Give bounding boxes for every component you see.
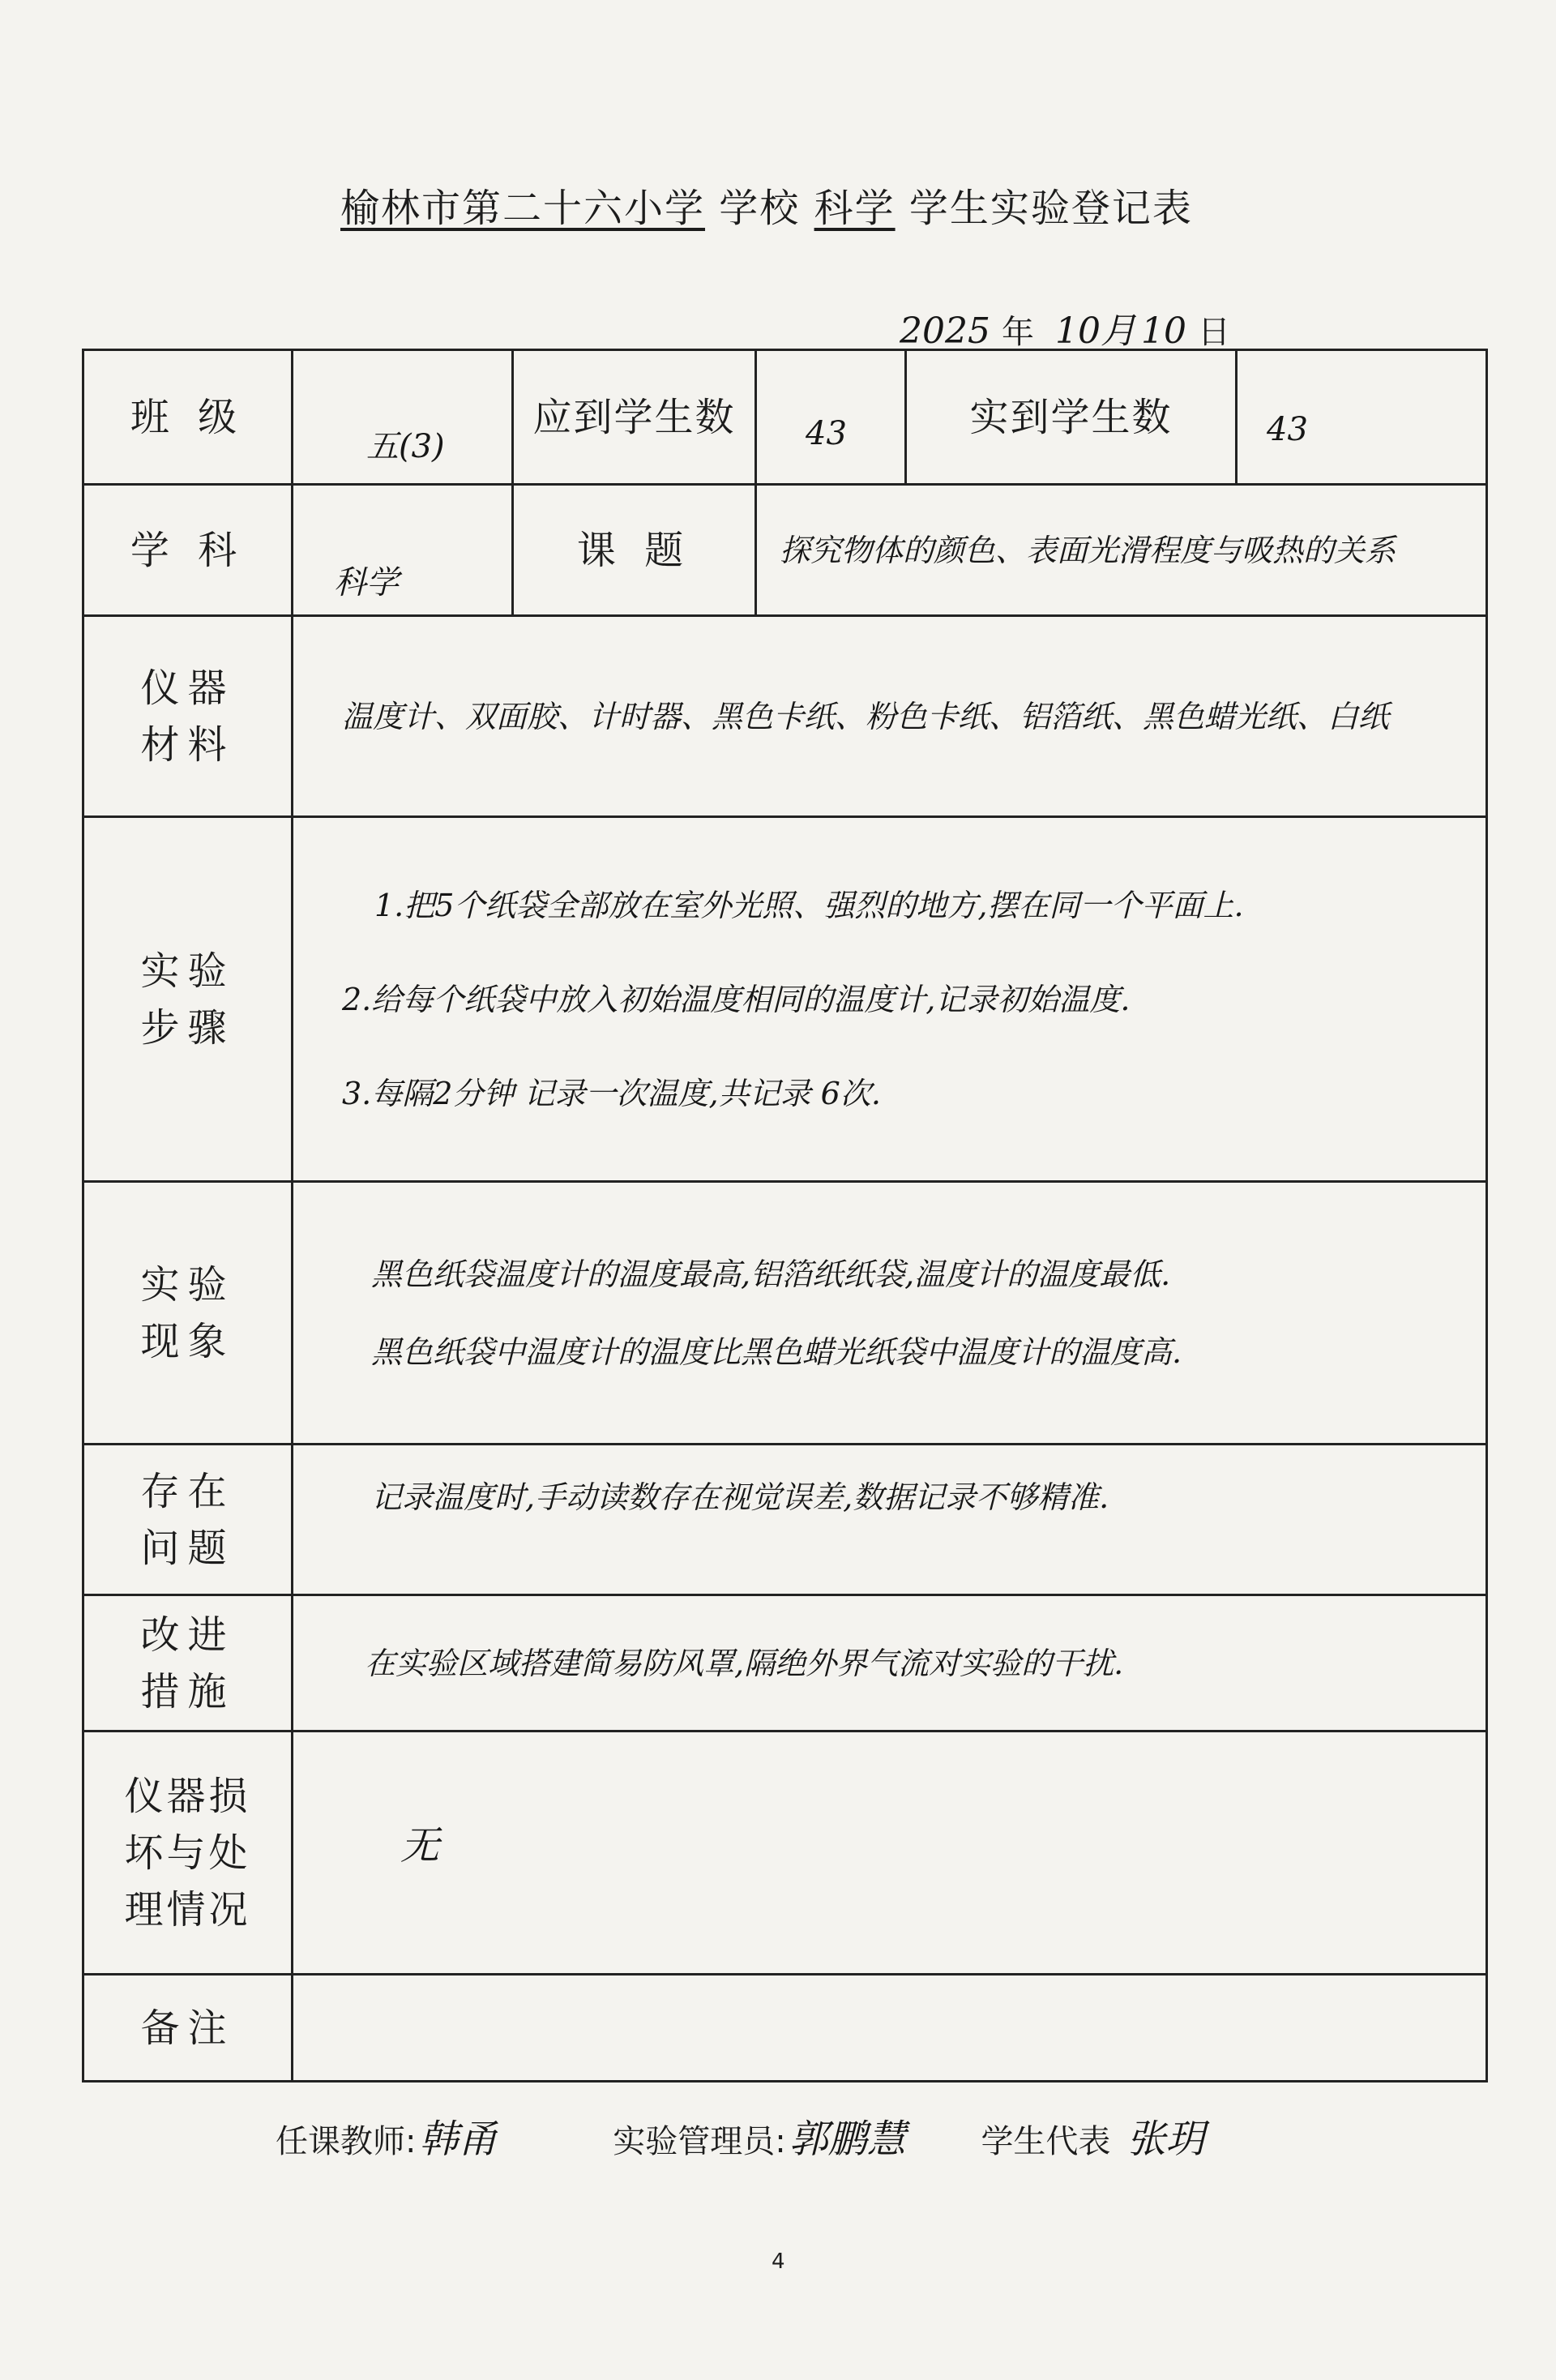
row-phenomena xyxy=(83,1182,1487,1445)
problems-value: 记录温度时,手动读数存在视觉误差,数据记录不够精准. xyxy=(371,1479,1109,1515)
subject-value: 科学 xyxy=(334,564,399,601)
date-year: 2025 xyxy=(900,310,990,352)
topic-cell[interactable] xyxy=(756,485,1487,616)
actual-value: 43 xyxy=(1267,410,1308,448)
improve-label: 改进 措施 xyxy=(83,1595,293,1731)
signature-line xyxy=(276,2108,1451,2164)
materials-label: 仪器 材料 xyxy=(83,616,293,817)
damage-value: 无 xyxy=(400,1823,440,1868)
steps-label: 实验 步骤 xyxy=(83,817,293,1182)
topic-label: 课 题 xyxy=(513,485,756,616)
date-month: 10月 xyxy=(1054,310,1136,352)
date-year-label: 年 xyxy=(1001,314,1034,351)
expected-value: 43 xyxy=(806,414,847,452)
improve-cell[interactable] xyxy=(293,1595,1487,1731)
expected-label: 应到学生数 xyxy=(513,350,756,485)
form-title xyxy=(340,177,1280,233)
phenomenon-item-2: 黑色纸袋中温度计的温度比黑色蜡光纸袋中温度计的温度高. xyxy=(371,1333,1182,1370)
experiment-form-table xyxy=(82,349,1488,2082)
row-materials xyxy=(83,616,1487,817)
actual-cell[interactable] xyxy=(1237,350,1487,485)
form-title-text: 学生实验登记表 xyxy=(908,186,1193,231)
date-line xyxy=(900,302,1251,353)
admin-signature: 郭鹏慧 xyxy=(789,2117,906,2162)
step-item-2: 2.给每个纸袋中放入初始温度相同的温度计,记录初始温度. xyxy=(342,981,1131,1017)
student-label: 学生代表 xyxy=(981,2123,1111,2160)
school-name: 榆林市第二十六小学 xyxy=(340,186,706,231)
step-item-1: 1.把5个纸袋全部放在室外光照、强烈的地方,摆在同一个平面上. xyxy=(374,887,1244,923)
row-damage xyxy=(83,1731,1487,1975)
row-improve xyxy=(83,1595,1487,1731)
row-class xyxy=(83,350,1487,485)
steps-cell[interactable] xyxy=(293,817,1487,1182)
remarks-cell[interactable] xyxy=(293,1975,1487,2082)
materials-cell[interactable] xyxy=(293,616,1487,817)
problems-cell[interactable] xyxy=(293,1445,1487,1595)
teacher-signature: 韩甬 xyxy=(419,2117,498,2162)
phenomena-cell[interactable] xyxy=(293,1182,1487,1445)
teacher-label: 任课教师: xyxy=(276,2123,417,2160)
admin-label: 实验管理员: xyxy=(613,2123,786,2160)
class-value: 五(3) xyxy=(366,428,445,465)
step-item-3: 3.每隔2分钟 记录一次温度,共记录 6次. xyxy=(342,1075,881,1111)
remarks-label: 备注 xyxy=(83,1975,293,2082)
class-cell[interactable] xyxy=(293,350,513,485)
subject-name: 科学 xyxy=(814,186,896,231)
improve-value: 在实验区域搭建简易防风罩,隔绝外界气流对实验的干扰. xyxy=(365,1645,1124,1681)
expected-cell[interactable] xyxy=(756,350,906,485)
subject-cell[interactable] xyxy=(293,485,513,616)
class-label: 班 级 xyxy=(83,350,293,485)
school-suffix: 学校 xyxy=(719,186,801,231)
row-steps xyxy=(83,817,1487,1182)
subject-label: 学 科 xyxy=(83,485,293,616)
date-day-label: 日 xyxy=(1197,314,1230,351)
student-signature: 张玥 xyxy=(1126,2117,1205,2162)
damage-label: 仪器损 坏与处 理情况 xyxy=(83,1731,293,1975)
row-problems xyxy=(83,1445,1487,1595)
row-remarks xyxy=(83,1975,1487,2082)
problems-label: 存在 问题 xyxy=(83,1445,293,1595)
row-subject xyxy=(83,485,1487,616)
materials-value: 温度计、双面胶、计时器、黑色卡纸、粉色卡纸、铝箔纸、黑色蜡光纸、白纸 xyxy=(342,698,1390,734)
phenomena-label: 实验 现象 xyxy=(83,1182,293,1445)
date-day: 10 xyxy=(1140,310,1186,352)
page-number: 4 xyxy=(772,2249,785,2274)
phenomenon-item-1: 黑色纸袋温度计的温度最高,铝箔纸纸袋,温度计的温度最低. xyxy=(371,1256,1171,1292)
actual-label: 实到学生数 xyxy=(906,350,1237,485)
topic-value: 探究物体的颜色、表面光滑程度与吸热的关系 xyxy=(780,532,1396,568)
damage-cell[interactable] xyxy=(293,1731,1487,1975)
